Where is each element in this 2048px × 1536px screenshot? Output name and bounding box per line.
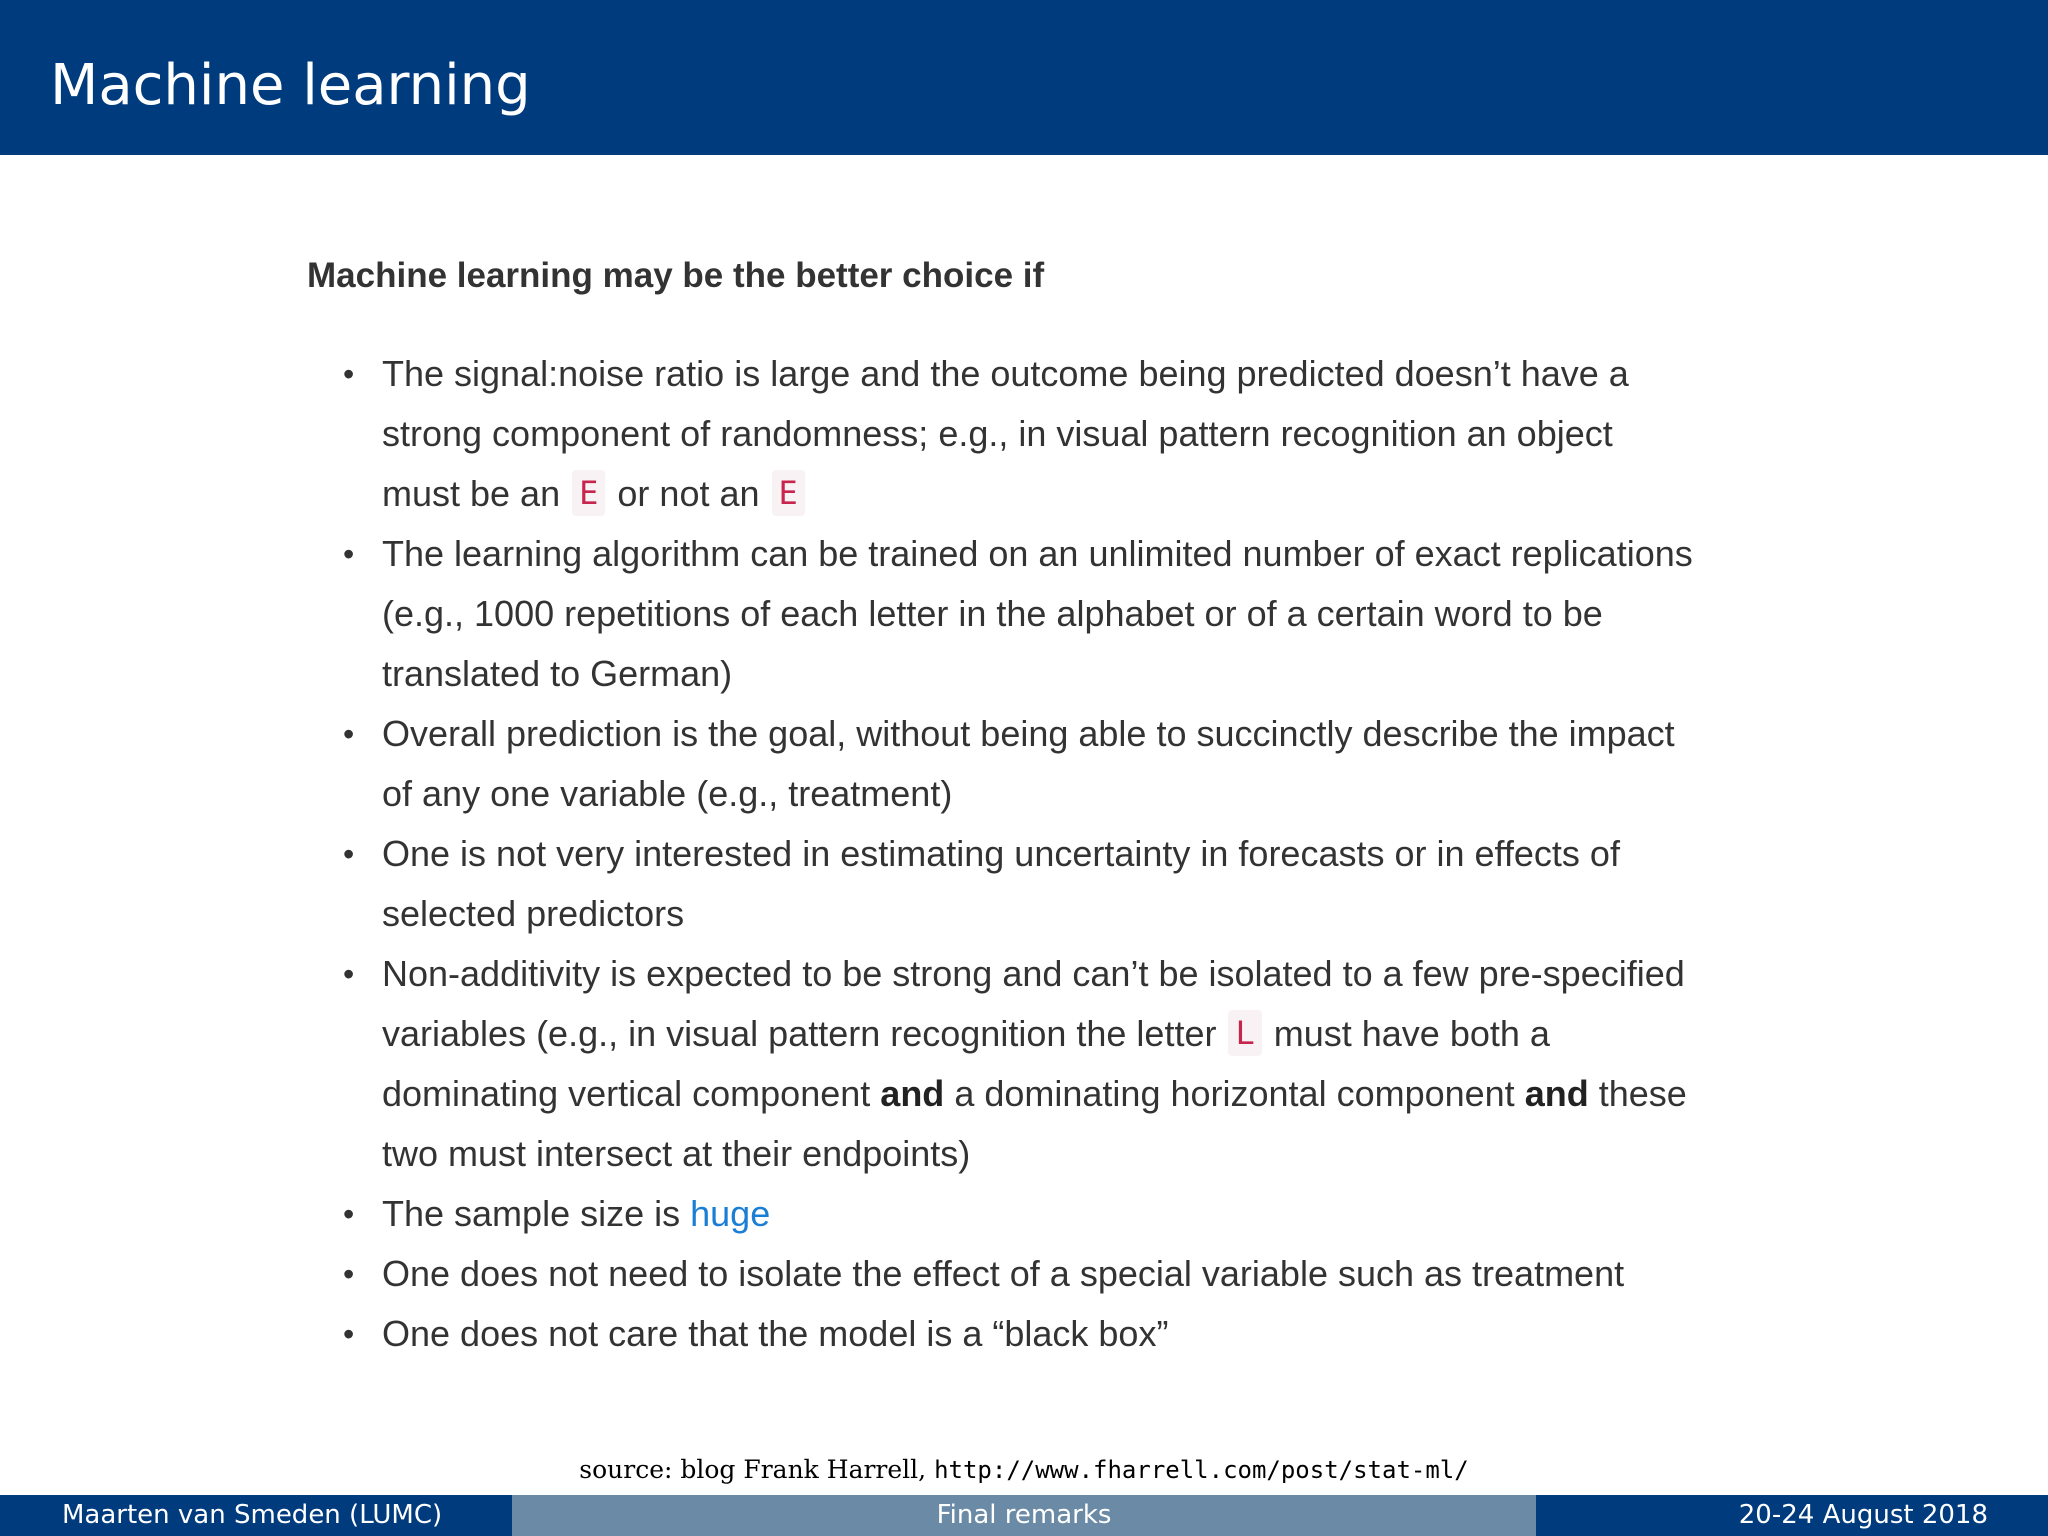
- criteria-list: [340, 344, 1700, 1364]
- slide-header: [0, 0, 2048, 155]
- list-item: [340, 524, 1700, 704]
- bullet-icon: •: [343, 536, 355, 572]
- list-item: [340, 704, 1700, 824]
- item-text: must have both a dominating vertical component: [382, 1013, 1550, 1114]
- list-item: [340, 944, 1700, 1184]
- item-text: One does not need to isolate the effect of a special variable such as treatment: [382, 1253, 1625, 1294]
- slide-footer: [0, 1495, 2048, 1536]
- list-item: [340, 344, 1700, 524]
- item-text: a dominating horizontal component: [954, 1073, 1515, 1114]
- footer-date: 20-24 August 2018: [1536, 1495, 2048, 1536]
- emphasis-text: and: [1524, 1073, 1589, 1114]
- bullet-icon: •: [343, 356, 355, 392]
- footer-author: Maarten van Smeden (LUMC): [0, 1495, 512, 1536]
- source-prefix: source: blog Frank Harrell,: [579, 1455, 927, 1484]
- slide-title: Machine learning: [50, 53, 531, 118]
- inline-code: L: [1228, 1010, 1261, 1056]
- bullet-icon: •: [343, 1256, 355, 1292]
- item-text: these two must intersect at their endpoints): [382, 1073, 1687, 1174]
- item-text: The signal:noise ratio is large and the outcome being predicted doesn’t have a strong component of randomness; e.g., in visual pattern recognition an object must be an: [382, 353, 1629, 514]
- bullet-icon: •: [343, 1316, 355, 1352]
- bullet-icon: •: [343, 836, 355, 872]
- item-text: One is not very interested in estimating uncertainty in forecasts or in effects of selected predictors: [382, 833, 1620, 934]
- inline-code: E: [572, 470, 605, 516]
- list-item: [340, 1244, 1700, 1304]
- footer-section: Final remarks: [512, 1495, 1536, 1536]
- source-citation: [0, 1452, 2048, 1488]
- source-url-link[interactable]: http://www.fharrell.com/post/stat-ml/: [934, 1456, 1469, 1484]
- list-item: [340, 824, 1700, 944]
- item-text: Overall prediction is the goal, without being able to succinctly describe the impact of any one variable (e.g., treatment): [382, 713, 1675, 814]
- list-item: [340, 1304, 1700, 1364]
- item-text: The sample size is: [382, 1193, 681, 1234]
- bullet-icon: •: [343, 716, 355, 752]
- bullet-icon: •: [343, 956, 355, 992]
- item-text: Non-additivity is expected to be strong and can’t be isolated to a few pre-specified variables (e.g., in visual pattern recognition the letter: [382, 953, 1685, 1054]
- emphasis-text: and: [880, 1073, 945, 1114]
- item-text: or not an: [617, 473, 760, 514]
- bullet-icon: •: [343, 1196, 355, 1232]
- item-text: One does not care that the model is a “black box”: [382, 1313, 1169, 1354]
- list-item: [340, 1184, 1700, 1244]
- section-subheading: Machine learning may be the better choice if: [307, 256, 1045, 295]
- huge-link[interactable]: huge: [690, 1193, 771, 1234]
- item-text: The learning algorithm can be trained on an unlimited number of exact replications (e.g., 1000 repetitions of each letter in the alphabet or of a certain word to be translated to German): [382, 533, 1693, 694]
- inline-code: E: [772, 470, 805, 516]
